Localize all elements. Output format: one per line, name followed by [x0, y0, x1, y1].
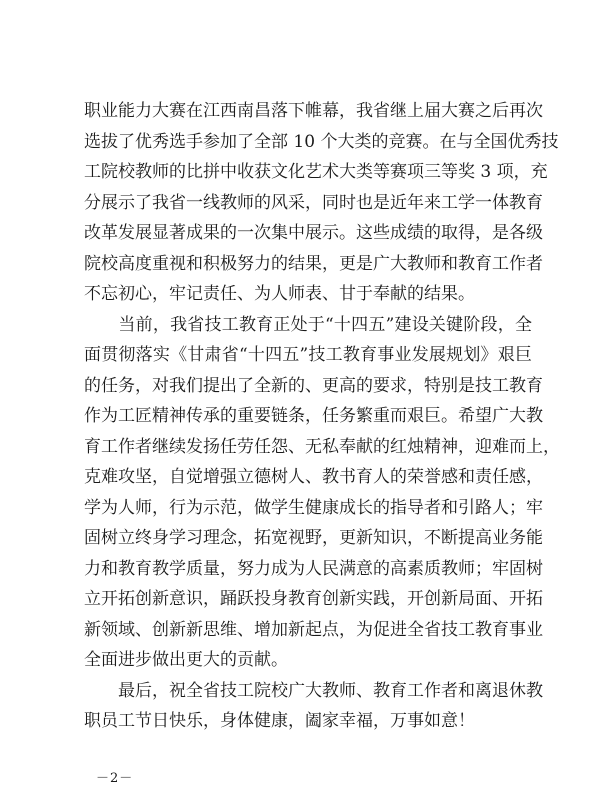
text-line: 最后，祝全省技工院校广大教师、教育工作者和离退休教 [84, 680, 543, 701]
text-line: 固树立终身学习理念，拓宽视野，更新知识，不断提高业务能 [84, 528, 543, 548]
text-line: 职员工节日快乐，身体健康，阖家幸福，万事如意！ [84, 711, 475, 731]
text-line: 职业能力大赛在江西南昌落下帷幕，我省继上届大赛之后再次 [84, 101, 543, 121]
text-line: 选拔了优秀选手参加了全部 10 个大类的竞赛。在与全国优秀技 [84, 131, 559, 152]
text-line: 学为人师，行为示范，做学生健康成长的指导者和引路人；牢 [84, 497, 543, 518]
text-line: 力和教育教学质量，努力成为人民满意的高素质教师；牢固树 [84, 558, 543, 579]
text-line: 作为工匠精神传承的重要链条，任务繁重而艰巨。希望广大教 [84, 406, 543, 426]
text-line: 全面进步做出更大的贡献。 [84, 650, 288, 670]
text-line: 不忘初心，牢记责任、为人师表、甘于奉献的结果。 [84, 284, 475, 304]
page-number: －2－ [96, 771, 134, 786]
text-line: 立开拓创新意识，踊跃投身教育创新实践，开创新局面、开拓 [84, 589, 543, 609]
text-line: 新领域、创新新思维、增加新起点，为促进全省技工教育事业 [84, 619, 543, 640]
text-line: 工院校教师的比拼中收获文化艺术大类等赛项三等奖 3 项，充 [84, 162, 548, 182]
text-line: 育工作者继续发扬任劳任怨、无私奉献的红烛精神，迎难而上， [84, 436, 560, 457]
text-line: 分展示了我省一线教师的风采，同时也是近年来工学一体教育 [84, 192, 543, 213]
text-line: 克难攻坚，自觉增强立德树人、教书育人的荣誉感和责任感， [84, 467, 543, 487]
text-line: 面贯彻落实《甘肃省“十四五”技工教育事业发展规划》艰巨 [84, 345, 532, 365]
paragraph-1 [84, 96, 559, 310]
text-line: 当前，我省技工教育正处于“十四五”建设关键阶段，全 [84, 314, 532, 335]
paragraph-2 [84, 310, 560, 676]
text-line: 改革发展显著成果的一次集中展示。这些成绩的取得，是各级 [84, 223, 543, 243]
text-line: 院校高度重视和积极努力的结果，更是广大教师和教育工作者 [84, 253, 543, 274]
document-body [84, 96, 560, 737]
text-line: 的任务，对我们提出了全新的、更高的要求，特别是技工教育 [84, 375, 543, 396]
paragraph-3 [84, 676, 543, 737]
